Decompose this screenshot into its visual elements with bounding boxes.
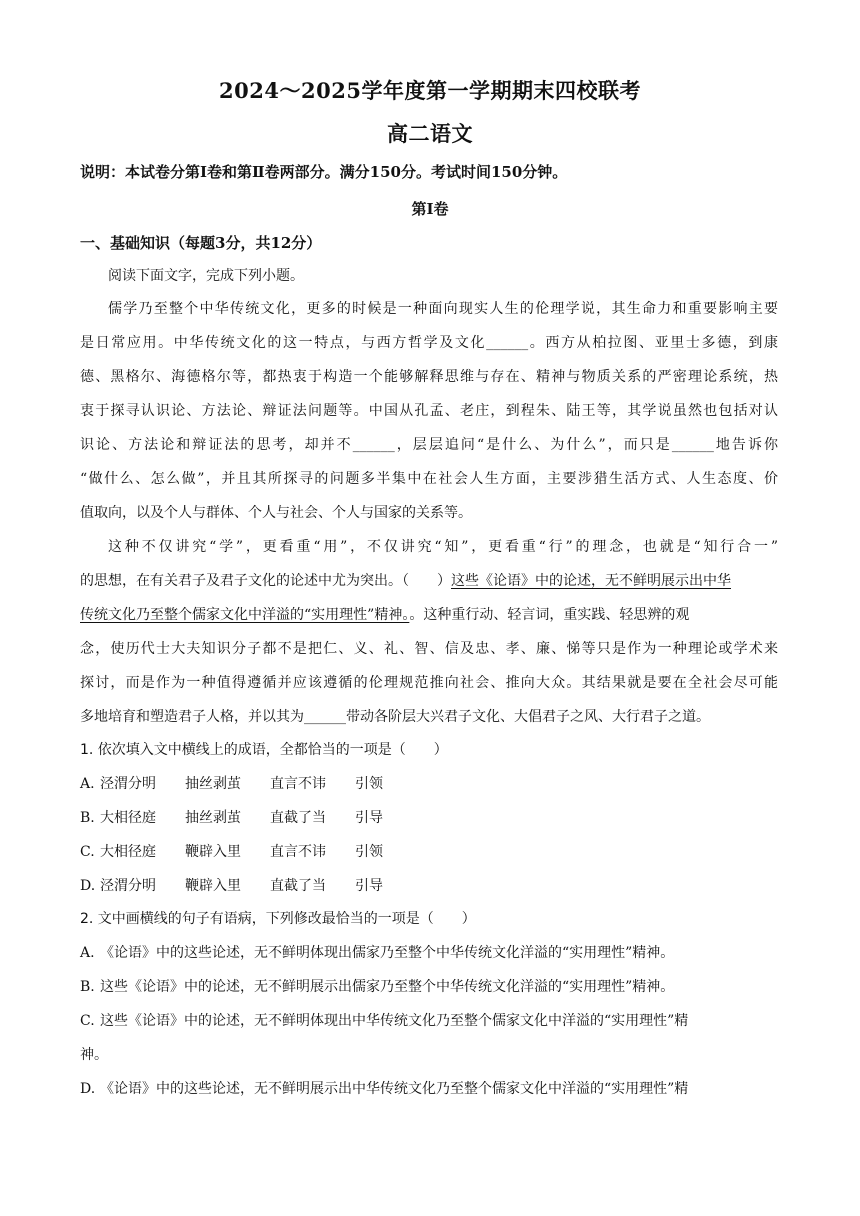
- option-word: 引导: [355, 810, 383, 826]
- passage-line: 探讨，而是作为一种值得遵循并应该遵循的伦理规范推向社会、推向大众。其结果就是要在全社会尽可能: [80, 675, 778, 691]
- passage-line: 值取向，以及个人与群体、个人与社会、个人与国家的关系等。: [80, 505, 472, 521]
- question-2-stem: 2. 文中画横线的句子有语病，下列修改最恰当的一项是（ ）: [80, 911, 476, 927]
- option-word: 泾渭分明: [100, 878, 156, 894]
- option-word: 引导: [355, 878, 383, 894]
- passage-line: 是日常应用。中华传统文化的这一特点，与西方哲学及文化______。西方从柏拉图、亚里士多德，到康: [80, 335, 778, 351]
- passage-line: 念，使历代士大夫知识分子都不是把仁、义、礼、智、信及忠、孝、廉、悌等只是作为一种理论或学术来: [80, 641, 778, 657]
- option-word: 引领: [355, 844, 383, 860]
- option-word: 引领: [355, 776, 383, 792]
- passage-line: 德、黑格尔、海德格尔等，都热衷于构造一个能够解释思维与存在、精神与物质关系的严密理论系统，热: [80, 369, 778, 385]
- option-word: 大相径庭: [100, 810, 156, 826]
- option-word: 鞭辟入里: [185, 844, 241, 860]
- option-text: 《论语》中的这些论述，无不鲜明体现出儒家乃至整个中华传统文化洋溢的“实用理性”精神。: [100, 945, 675, 961]
- question-1-stem: 1. 依次填入文中横线上的成语，全都恰当的一项是（ ）: [80, 742, 448, 758]
- option-word: 抽丝剥茧: [185, 776, 241, 792]
- option-word: 直截了当: [270, 878, 326, 894]
- option-word: 泾渭分明: [100, 776, 156, 792]
- option-letter: A.: [80, 945, 95, 961]
- section-heading: 一、基础知识（每题3分，共12分）: [80, 234, 322, 252]
- option-letter: B.: [80, 810, 95, 826]
- option-word: 大相径庭: [100, 844, 156, 860]
- option-letter: C.: [80, 844, 95, 860]
- option-text: 《论语》中的这些论述，无不鲜明展示出中华传统文化乃至整个儒家文化中洋溢的“实用理性”精: [100, 1081, 689, 1097]
- passage-line: 多地培育和塑造君子人格，并以其为______带动各阶层大兴君子文化、大倡君子之风、大行君子之道。: [80, 709, 710, 725]
- passage-line: 这种不仅讲究“学”，更看重“用”，不仅讲究“知”，更看重“行”的理念，也就是“知行合一”: [108, 539, 778, 555]
- option-word: 直言不讳: [270, 844, 326, 860]
- underlined-sentence-continued: 传统文化乃至整个儒家文化中洋溢的“实用理性”精神。: [80, 607, 410, 623]
- option-text-continued: 神。: [80, 1047, 108, 1063]
- option-letter: D.: [80, 878, 96, 894]
- option-letter: A.: [80, 776, 95, 792]
- passage-intro: 阅读下面文字，完成下列小题。: [108, 268, 304, 284]
- passage-line: 识论、方法论和辩证法的思考，却并不______，层层追问“是什么、为什么”，而只是______地告诉你: [80, 437, 778, 453]
- passage-line: [80, 571, 731, 591]
- option-letter: D.: [80, 1081, 96, 1097]
- option-letter: B.: [80, 979, 95, 995]
- exam-title: 2024～2025学年度第一学期期末四校联考: [219, 78, 641, 103]
- option-text: 这些《论语》中的论述，无不鲜明体现出中华传统文化乃至整个儒家文化中洋溢的“实用理性”精: [100, 1013, 689, 1029]
- passage-line: 衷于探寻认识论、方法论、辩证法问题等。中国从孔孟、老庄，到程朱、陆王等，其学说虽然也包括对认: [80, 403, 778, 419]
- passage-line: [80, 605, 689, 625]
- volume-heading: 第Ⅰ卷: [411, 200, 449, 218]
- option-text: 这些《论语》中的论述，无不鲜明展示出儒家乃至整个中华传统文化洋溢的“实用理性”精神。: [100, 979, 675, 995]
- underlined-sentence: 这些《论语》中的论述，无不鲜明展示出中华: [451, 573, 731, 589]
- option-word: 抽丝剥茧: [185, 810, 241, 826]
- option-word: 鞭辟入里: [185, 878, 241, 894]
- subject-title: 高二语文: [387, 121, 473, 146]
- passage-line: 儒学乃至整个中华传统文化，更多的时候是一种面向现实人生的伦理学说，其生命力和重要影响主要: [108, 301, 778, 317]
- passage-line: “做什么、怎么做”，并且其所探寻的问题多半集中在社会人生方面，主要涉猎生活方式、人生态度、价: [80, 471, 778, 487]
- option-letter: C.: [80, 1013, 95, 1029]
- option-word: 直言不讳: [270, 776, 326, 792]
- passage-text: 。这种重行动、轻言词，重实践、轻思辨的观: [409, 607, 690, 623]
- option-word: 直截了当: [270, 810, 326, 826]
- passage-text: 的思想，在有关君子及君子文化的论述中尤为突出。（ ）: [80, 573, 451, 589]
- exam-instructions: 说明：本试卷分第Ⅰ卷和第Ⅱ卷两部分。满分150分。考试时间150分钟。: [80, 163, 568, 181]
